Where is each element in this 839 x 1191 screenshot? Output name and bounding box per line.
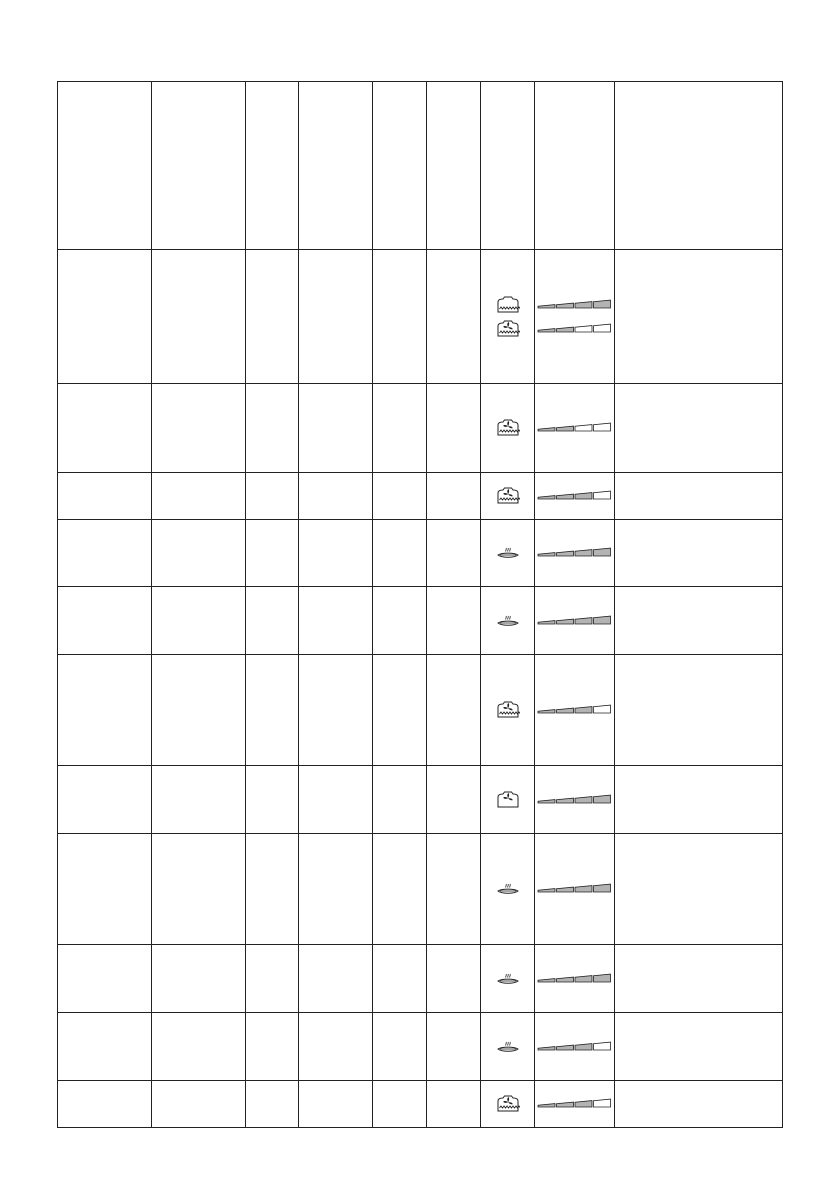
mode-cell <box>481 655 535 766</box>
level-segment <box>556 798 573 803</box>
table-cell <box>246 655 299 766</box>
steam-dish-icon <box>496 543 520 563</box>
table-cell <box>152 766 246 834</box>
table-cell <box>152 1013 246 1081</box>
settings-table <box>57 81 783 1128</box>
level-segment <box>575 975 592 981</box>
table-row <box>58 834 783 945</box>
mode-cell <box>481 1081 535 1128</box>
table-row <box>58 587 783 655</box>
table-cell <box>58 587 152 655</box>
table-cell <box>152 587 246 655</box>
header-cell <box>427 82 481 250</box>
table-cell <box>299 587 373 655</box>
level-segment <box>538 496 555 499</box>
table-cell <box>246 834 299 945</box>
level-segment <box>575 1043 592 1049</box>
table-cell <box>299 250 373 384</box>
level-segment <box>575 707 592 713</box>
fan-bottom-heat-icon <box>496 700 520 720</box>
level-segment <box>538 978 555 981</box>
level-cell <box>535 834 615 945</box>
table-row <box>58 945 783 1013</box>
table-cell <box>246 473 299 520</box>
level-segment <box>538 1104 555 1107</box>
header-cell <box>481 82 535 250</box>
table-row <box>58 655 783 766</box>
level-segment <box>575 796 592 802</box>
table-cell <box>299 834 373 945</box>
level-segment <box>593 300 610 308</box>
header-cell <box>535 82 615 250</box>
steam-dish-icon <box>496 879 520 899</box>
level-segment <box>538 889 555 892</box>
table-cell <box>373 655 427 766</box>
level-segment <box>556 708 573 713</box>
table-cell <box>373 520 427 587</box>
level-indicator <box>537 490 613 502</box>
table-cell <box>427 1081 481 1128</box>
table-cell <box>373 250 427 384</box>
table-cell <box>58 250 152 384</box>
level-segment <box>575 617 592 623</box>
level-segment <box>556 977 573 982</box>
level-segment <box>575 493 592 499</box>
header-cell <box>299 82 373 250</box>
table-cell <box>246 384 299 473</box>
level-segment <box>556 426 573 431</box>
table-cell <box>373 945 427 1013</box>
level-segment <box>593 884 610 892</box>
table-cell <box>615 1013 783 1081</box>
fan-bottom-heat-icon <box>496 486 520 506</box>
table-cell <box>299 655 373 766</box>
level-segment <box>593 974 610 982</box>
level-cell <box>535 1081 615 1128</box>
level-segment <box>593 795 610 803</box>
fan-bottom-heat-icon <box>496 418 520 438</box>
level-indicator <box>537 794 613 806</box>
level-segment <box>593 705 610 713</box>
level-segment <box>575 301 592 307</box>
mode-cell <box>481 766 535 834</box>
level-segment <box>575 325 592 331</box>
table-cell <box>615 655 783 766</box>
table-row <box>58 250 783 384</box>
level-cell <box>535 520 615 587</box>
table-cell <box>299 945 373 1013</box>
table-cell <box>615 250 783 384</box>
table-cell <box>152 250 246 384</box>
table-cell <box>427 834 481 945</box>
header-cell <box>373 82 427 250</box>
level-cell <box>535 473 615 520</box>
mode-cell <box>481 945 535 1013</box>
level-segment <box>556 887 573 892</box>
level-cell <box>535 250 615 384</box>
level-indicator <box>537 615 613 627</box>
table-cell <box>152 384 246 473</box>
level-segment <box>593 616 610 624</box>
table-cell <box>615 520 783 587</box>
table-cell <box>152 655 246 766</box>
table-cell <box>427 1013 481 1081</box>
table-cell <box>246 250 299 384</box>
table-cell <box>427 520 481 587</box>
header-cell <box>152 82 246 250</box>
table-cell <box>299 520 373 587</box>
table-cell <box>58 945 152 1013</box>
level-segment <box>538 553 555 556</box>
level-segment <box>593 548 610 556</box>
steam-dish-icon <box>496 969 520 989</box>
level-segment <box>556 551 573 556</box>
table-cell <box>58 473 152 520</box>
mode-cell <box>481 834 535 945</box>
mode-cell <box>481 250 535 384</box>
level-segment <box>538 799 555 802</box>
mode-cell <box>481 587 535 655</box>
level-segment <box>556 494 573 499</box>
level-segment <box>556 1102 573 1107</box>
table-cell <box>427 250 481 384</box>
level-segment <box>556 619 573 624</box>
level-indicator <box>537 422 613 434</box>
table-cell <box>615 587 783 655</box>
table-cell <box>58 1081 152 1128</box>
table-cell <box>615 766 783 834</box>
level-indicator <box>537 973 613 985</box>
table-cell <box>427 384 481 473</box>
header-row <box>58 82 783 250</box>
table-cell <box>373 1081 427 1128</box>
level-indicator <box>537 323 613 335</box>
table-cell <box>373 587 427 655</box>
level-segment <box>593 1099 610 1107</box>
level-segment <box>593 1042 610 1050</box>
fan-bottom-heat-icon <box>496 319 520 339</box>
mode-cell <box>481 1013 535 1081</box>
table-cell <box>58 655 152 766</box>
table-cell <box>615 384 783 473</box>
level-cell <box>535 945 615 1013</box>
table-cell <box>58 384 152 473</box>
table-cell <box>615 834 783 945</box>
table-cell <box>246 945 299 1013</box>
level-segment <box>538 620 555 623</box>
table-cell <box>299 384 373 473</box>
table-cell <box>299 1013 373 1081</box>
level-indicator <box>537 299 613 311</box>
table-cell <box>58 520 152 587</box>
level-segment <box>556 303 573 308</box>
table-cell <box>246 766 299 834</box>
mode-cell <box>481 384 535 473</box>
mode-cell <box>481 473 535 520</box>
table-cell <box>152 520 246 587</box>
table-cell <box>152 834 246 945</box>
level-cell <box>535 655 615 766</box>
table-cell <box>427 945 481 1013</box>
level-segment <box>538 328 555 331</box>
level-cell <box>535 1013 615 1081</box>
level-segment <box>593 491 610 499</box>
table-cell <box>373 834 427 945</box>
table-cell <box>58 1013 152 1081</box>
table-cell <box>373 766 427 834</box>
level-segment <box>575 550 592 556</box>
table-cell <box>152 1081 246 1128</box>
level-segment <box>556 1045 573 1050</box>
level-cell <box>535 766 615 834</box>
header-cell <box>58 82 152 250</box>
table-cell <box>152 945 246 1013</box>
level-indicator <box>537 883 613 895</box>
level-segment <box>538 428 555 431</box>
header-cell <box>615 82 783 250</box>
table-cell <box>299 473 373 520</box>
table-cell <box>152 473 246 520</box>
table-cell <box>58 766 152 834</box>
level-segment <box>538 304 555 307</box>
table-row <box>58 1013 783 1081</box>
table-cell <box>427 473 481 520</box>
level-cell <box>535 384 615 473</box>
level-segment <box>538 1046 555 1049</box>
mode-cell <box>481 520 535 587</box>
level-segment <box>593 324 610 332</box>
level-cell <box>535 587 615 655</box>
level-segment <box>593 423 610 431</box>
level-segment <box>556 327 573 332</box>
table-row <box>58 520 783 587</box>
level-indicator <box>537 1098 613 1110</box>
table-row <box>58 384 783 473</box>
level-segment <box>538 710 555 713</box>
table-cell <box>246 1013 299 1081</box>
table-cell <box>373 473 427 520</box>
table-cell <box>373 1013 427 1081</box>
table-row <box>58 1081 783 1128</box>
level-indicator <box>537 704 613 716</box>
table-cell <box>58 834 152 945</box>
level-indicator <box>537 547 613 559</box>
fan-bottom-heat-icon <box>496 1094 520 1114</box>
table-row <box>58 766 783 834</box>
level-segment <box>575 1101 592 1107</box>
table-cell <box>615 945 783 1013</box>
fan-heat-icon <box>496 790 520 810</box>
table-cell <box>427 587 481 655</box>
level-indicator <box>537 1041 613 1053</box>
table-cell <box>299 766 373 834</box>
steam-dish-icon <box>496 611 520 631</box>
table-cell <box>246 1081 299 1128</box>
table-cell <box>246 520 299 587</box>
table-cell <box>427 766 481 834</box>
table-cell <box>427 655 481 766</box>
level-segment <box>575 886 592 892</box>
steam-dish-icon <box>496 1037 520 1057</box>
table-cell <box>615 473 783 520</box>
table-cell <box>373 384 427 473</box>
table-cell <box>299 1081 373 1128</box>
level-segment <box>575 425 592 431</box>
header-cell <box>246 82 299 250</box>
table-row <box>58 473 783 520</box>
table-cell <box>615 1081 783 1128</box>
top-bottom-heat-icon <box>496 295 520 315</box>
table-cell <box>246 587 299 655</box>
